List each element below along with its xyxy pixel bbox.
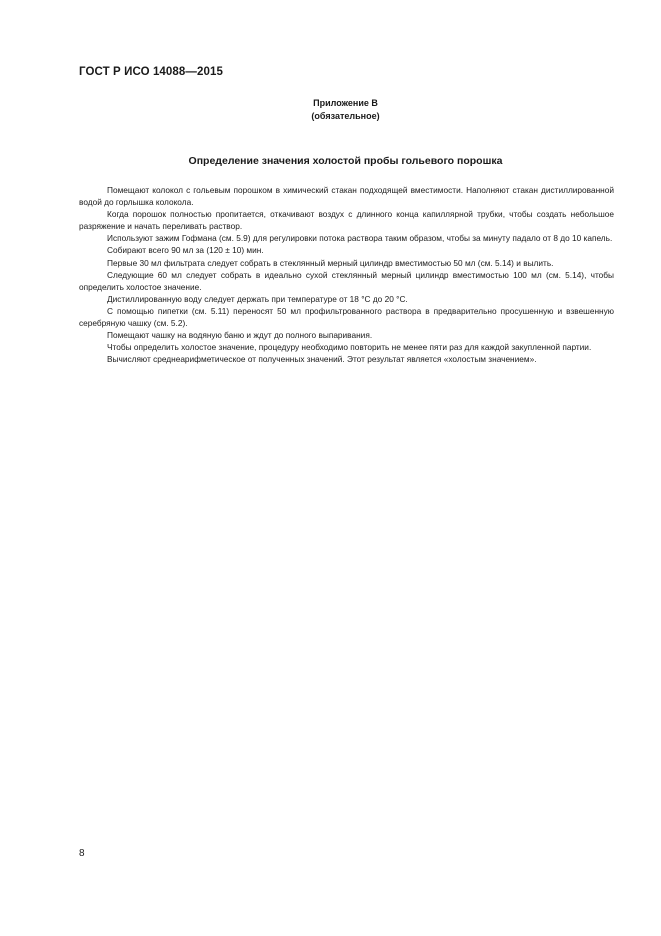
appendix-heading (0, 97, 661, 123)
paragraph: Следующие 60 мл следует собрать в идеально сухой стеклянный мерный цилиндр вместимостью 100 мл (см. 5.14), чтобы определить холостое значение. (79, 269, 614, 292)
paragraph: Используют зажим Гофмана (см. 5.9) для регулировки потока раствора таким образом, чтобы за минуту падало от 8 до 10 капель. (107, 233, 613, 244)
paragraph: Первые 30 мл фильтрата следует собрать в стеклянный мерный цилиндр вместимостью 50 мл (см. 5.14) и вылить. (107, 257, 554, 268)
paragraph: Помещают колокол с гольевым порошком в химический стакан подходящей вместимости. Наполняют стакан дистиллированной водой до горлышка колокола. (79, 185, 614, 208)
appendix-status: (обязательное) (311, 111, 380, 121)
paragraph: Собирают всего 90 мл за (120 ± 10) мин. (107, 245, 264, 256)
standard-code: ГОСТ Р ИСО 14088—2015 (79, 66, 224, 78)
paragraph: Дистиллированную воду следует держать при температуре от 18 °С до 20 °С. (107, 293, 408, 304)
page-number: 8 (79, 848, 85, 859)
appendix-label: Приложение В (313, 98, 378, 108)
paragraph: С помощью пипетки (см. 5.11) переносят 50 мл профильтрованного раствора в предварительно просушенную и взвешенную серебряную чашку (см. 5.2). (79, 305, 614, 329)
paragraph: Когда порошок полностью пропитается, откачивают воздух с длинного конца капиллярной трубки, чтобы создать небольшое разряжение и начать переливать раствор. (79, 209, 614, 232)
body-text (79, 184, 614, 365)
paragraph: Чтобы определить холостое значение, процедуру необходимо повторить не менее пяти раз для каждой закупленной партии. (107, 342, 592, 353)
section-title: Определение значения холостой пробы гольевого порошка (188, 155, 503, 167)
paragraph: Вычисляют среднеарифметическое от полученных значений. Этот результат является «холостым значением». (107, 354, 537, 365)
paragraph: Помещают чашку на водяную баню и ждут до полного выпаривания. (107, 330, 373, 341)
